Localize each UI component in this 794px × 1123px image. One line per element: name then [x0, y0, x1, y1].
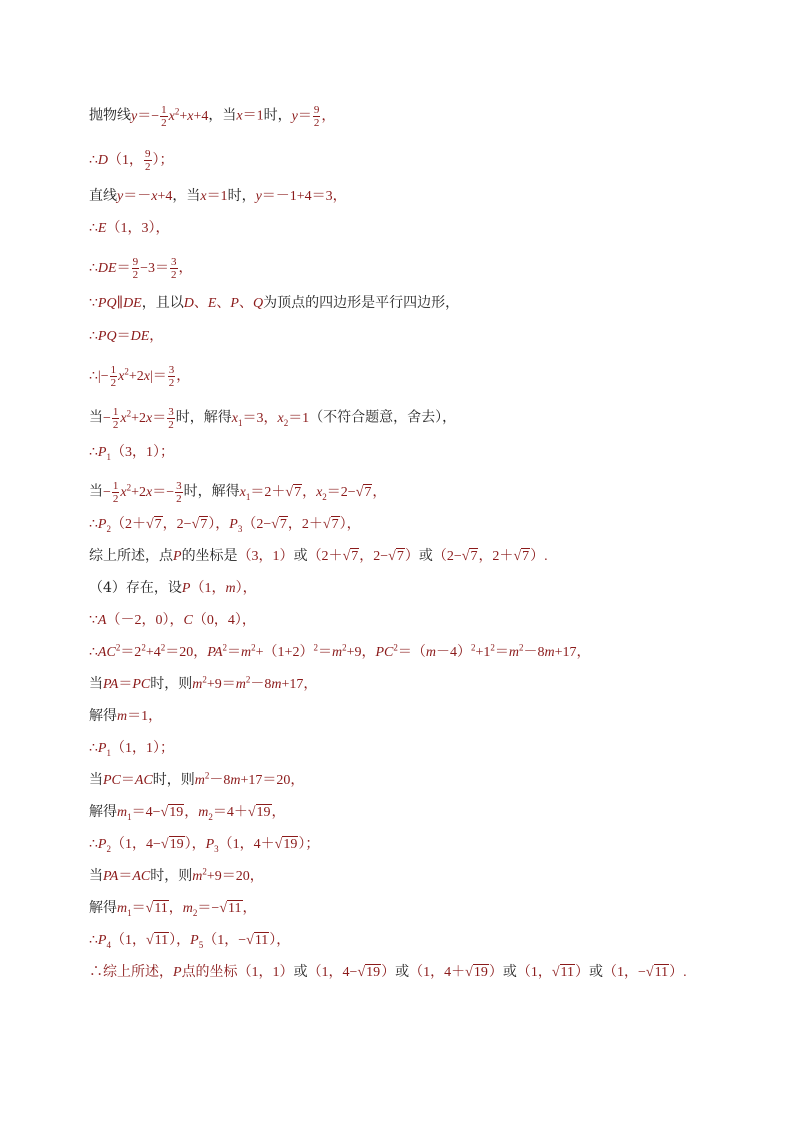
line-6: ∵PQ∥DE，且以D、E、P、Q为顶点的四边形是平行四边形， — [89, 295, 460, 311]
line-20: 当PC＝AC时，则$m^2-8m+17=20$， — [89, 770, 305, 788]
line-3: 直线y＝－x+4，当x＝1时，y＝－1+4＝3， — [89, 188, 347, 204]
line-17: 当PA＝PC时，则$m^2+9=m^2-8m+17$， — [89, 674, 318, 692]
line-9: 当− $\frac{1}{2}$ $x^2+2x=$ $\frac{3}{2}$ 时，解得$x_1=3$，$x_2=1$（不符合题意，舍去）， — [89, 406, 457, 431]
text-parabola: 抛物线 — [89, 107, 131, 124]
line-21: 解得$m_1=4-√19$，$m_2=4+√19$， — [89, 804, 286, 822]
line-24: 解得$m_1=√11$，$m_2=-√11$， — [89, 900, 257, 918]
line-18: 解得m＝1， — [89, 708, 163, 724]
line-4: ∴E（1，3）， — [89, 221, 170, 236]
line-22: $\therefore P_2(1$，4−√19），$P_3(1$，4＋√19）； — [89, 837, 320, 854]
line-5: ∴DE＝ $\frac{9}{2}$ −3＝ $\frac{3}{2}$ ， — [89, 256, 193, 281]
line-2: ∴D（1， $\frac{9}{2}$ ）； — [89, 148, 174, 173]
line-8: ∴|− $\frac{1}{2}$ $x^2+2x|=$ $\frac{3}{2}$ ， — [89, 364, 191, 389]
line-12: $\therefore P_2(2+√7$，2−√7），$P_3(2-√7$，2＋√7）， — [89, 517, 361, 534]
line-11: 当− $\frac{1}{2}$ $x^2+2x=-$ $\frac{3}{2}$ 时，解得$x_1=2+√7$，$x_2=2-√7$， — [89, 480, 387, 505]
line-16: $\therefore AC^2=2^2+4^2=20$，$PA^2=m^2+(1+2)^2=m^2+9$，$PC^2=(m-4)^2+1^2=m^2-8m+17$， — [89, 642, 591, 660]
line-7: ∴PQ＝DE， — [89, 329, 164, 344]
line-19: $\therefore P_1(1$，1）； — [89, 741, 174, 758]
line-13: 综上所述，点P的坐标是（3，1）或（2＋√7，2−√7）或（2−√7，2＋√7）. — [89, 548, 548, 564]
line-1: 抛物线y＝− $\frac{1}{2}$ $x^2+x+4$，当x＝1时，y＝ $\frac{9}{2}$ ， — [89, 104, 336, 129]
line-14: （4）存在，设P（1，m）， — [89, 580, 257, 596]
line-23: 当PA＝AC时，则$m^2+9=20$， — [89, 866, 264, 884]
line-15: ∵A（－2，0），C（0，4）， — [89, 613, 256, 628]
line-26: ∴综上所述，P点的坐标（1，1）或（1，4−√19）或（1，4＋√19）或（1，√11）或（1，−√11）. — [89, 964, 687, 980]
line-25: $\therefore P_4(1$，√11），$P_5(1$，−√11）， — [89, 933, 291, 950]
line-10: $\therefore P_1(3$，1）； — [89, 445, 174, 462]
